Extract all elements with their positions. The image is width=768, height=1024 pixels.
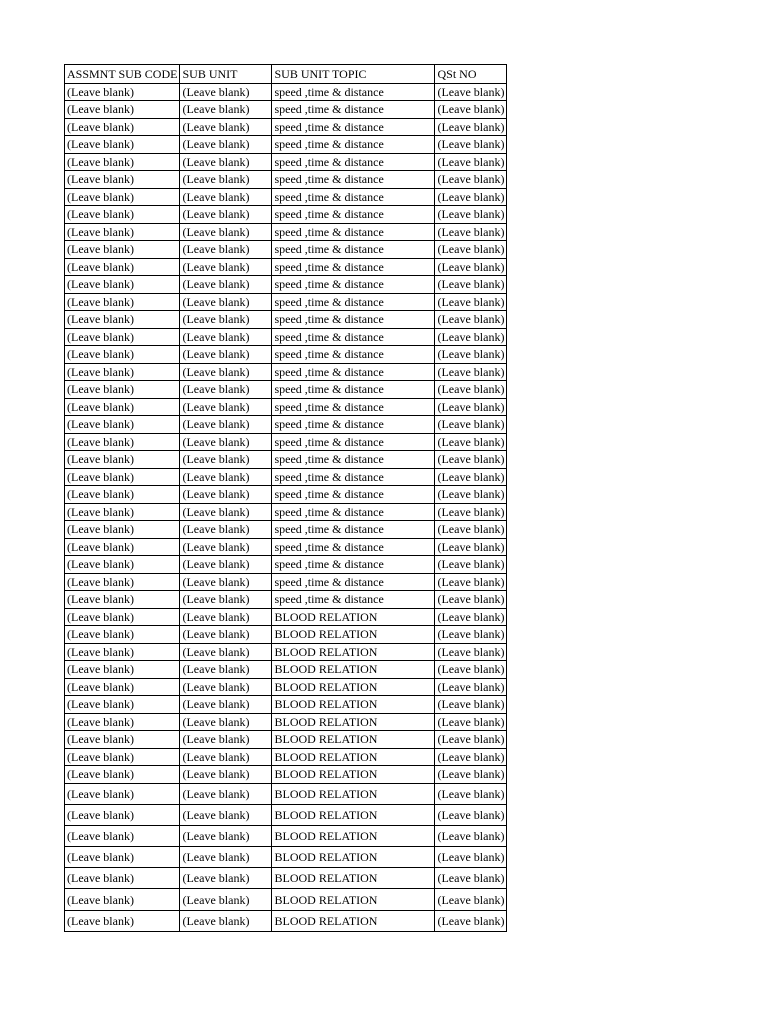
table-row [65, 83, 507, 101]
cell-assmnt-sub-code[interactable]: (Leave blank) [65, 847, 180, 868]
cell-sub-unit[interactable]: (Leave blank) [180, 910, 272, 931]
table-row [65, 804, 507, 825]
cell-sub-unit-topic[interactable]: BLOOD RELATION [272, 825, 435, 846]
table-row [65, 276, 507, 294]
cell-assmnt-sub-code[interactable]: (Leave blank) [65, 910, 180, 931]
cell-qst-no[interactable]: (Leave blank) [435, 328, 507, 346]
cell-sub-unit-topic[interactable]: BLOOD RELATION [272, 910, 435, 931]
cell-sub-unit-topic[interactable]: speed ,time & distance [272, 328, 435, 346]
cell-sub-unit[interactable]: (Leave blank) [180, 783, 272, 804]
cell-sub-unit-topic[interactable]: speed ,time & distance [272, 153, 435, 171]
cell-sub-unit[interactable]: (Leave blank) [180, 311, 272, 329]
cell-qst-no[interactable]: (Leave blank) [435, 171, 507, 189]
table-row [65, 910, 507, 931]
cell-assmnt-sub-code[interactable]: (Leave blank) [65, 538, 180, 556]
table-row [65, 868, 507, 889]
cell-sub-unit[interactable]: (Leave blank) [180, 538, 272, 556]
cell-assmnt-sub-code[interactable]: (Leave blank) [65, 468, 180, 486]
cell-assmnt-sub-code[interactable]: (Leave blank) [65, 171, 180, 189]
cell-sub-unit-topic[interactable]: speed ,time & distance [272, 171, 435, 189]
cell-sub-unit[interactable]: (Leave blank) [180, 136, 272, 154]
table-row [65, 731, 507, 749]
cell-sub-unit[interactable]: (Leave blank) [180, 171, 272, 189]
table-row [65, 503, 507, 521]
cell-assmnt-sub-code[interactable]: (Leave blank) [65, 188, 180, 206]
header-cell-qst-no[interactable]: QSt NO [435, 65, 507, 84]
cell-qst-no[interactable]: (Leave blank) [435, 573, 507, 591]
cell-sub-unit[interactable]: (Leave blank) [180, 223, 272, 241]
cell-qst-no[interactable]: (Leave blank) [435, 451, 507, 469]
cell-assmnt-sub-code[interactable]: (Leave blank) [65, 258, 180, 276]
table-row [65, 643, 507, 661]
cell-sub-unit-topic[interactable]: speed ,time & distance [272, 136, 435, 154]
header-cell-sub-unit-topic[interactable]: SUB UNIT TOPIC [272, 65, 435, 84]
cell-sub-unit[interactable]: (Leave blank) [180, 626, 272, 644]
cell-qst-no[interactable]: (Leave blank) [435, 556, 507, 574]
cell-assmnt-sub-code[interactable]: (Leave blank) [65, 451, 180, 469]
cell-qst-no[interactable]: (Leave blank) [435, 766, 507, 784]
cell-sub-unit-topic[interactable]: speed ,time & distance [272, 83, 435, 101]
table-row [65, 825, 507, 846]
cell-sub-unit-topic[interactable]: speed ,time & distance [272, 188, 435, 206]
cell-sub-unit[interactable]: (Leave blank) [180, 188, 272, 206]
cell-sub-unit-topic[interactable]: BLOOD RELATION [272, 783, 435, 804]
cell-sub-unit[interactable]: (Leave blank) [180, 363, 272, 381]
cell-assmnt-sub-code[interactable]: (Leave blank) [65, 556, 180, 574]
table-row [65, 136, 507, 154]
table-row [65, 416, 507, 434]
table-row [65, 783, 507, 804]
cell-qst-no[interactable]: (Leave blank) [435, 118, 507, 136]
cell-qst-no[interactable]: (Leave blank) [435, 468, 507, 486]
cell-assmnt-sub-code[interactable]: (Leave blank) [65, 293, 180, 311]
cell-sub-unit[interactable]: (Leave blank) [180, 398, 272, 416]
cell-sub-unit-topic[interactable]: speed ,time & distance [272, 101, 435, 119]
cell-sub-unit[interactable]: (Leave blank) [180, 825, 272, 846]
cell-sub-unit-topic[interactable]: speed ,time & distance [272, 311, 435, 329]
cell-qst-no[interactable]: (Leave blank) [435, 293, 507, 311]
table-row [65, 538, 507, 556]
cell-sub-unit-topic[interactable]: speed ,time & distance [272, 486, 435, 504]
cell-sub-unit[interactable]: (Leave blank) [180, 258, 272, 276]
cell-assmnt-sub-code[interactable]: (Leave blank) [65, 591, 180, 609]
cell-sub-unit-topic[interactable]: speed ,time & distance [272, 591, 435, 609]
cell-assmnt-sub-code[interactable]: (Leave blank) [65, 241, 180, 259]
table-row [65, 206, 507, 224]
cell-sub-unit[interactable]: (Leave blank) [180, 206, 272, 224]
cell-assmnt-sub-code[interactable]: (Leave blank) [65, 276, 180, 294]
cell-sub-unit-topic[interactable]: BLOOD RELATION [272, 643, 435, 661]
cell-sub-unit[interactable]: (Leave blank) [180, 804, 272, 825]
cell-sub-unit-topic[interactable]: speed ,time & distance [272, 538, 435, 556]
cell-assmnt-sub-code[interactable]: (Leave blank) [65, 678, 180, 696]
cell-assmnt-sub-code[interactable]: (Leave blank) [65, 118, 180, 136]
cell-sub-unit[interactable]: (Leave blank) [180, 678, 272, 696]
cell-qst-no[interactable]: (Leave blank) [435, 503, 507, 521]
cell-qst-no[interactable]: (Leave blank) [435, 486, 507, 504]
cell-qst-no[interactable]: (Leave blank) [435, 381, 507, 399]
cell-qst-no[interactable]: (Leave blank) [435, 223, 507, 241]
table-row [65, 847, 507, 868]
cell-assmnt-sub-code[interactable]: (Leave blank) [65, 713, 180, 731]
cell-assmnt-sub-code[interactable]: (Leave blank) [65, 398, 180, 416]
cell-assmnt-sub-code[interactable]: (Leave blank) [65, 731, 180, 749]
table-row [65, 293, 507, 311]
cell-qst-no[interactable]: (Leave blank) [435, 101, 507, 119]
cell-sub-unit-topic[interactable]: speed ,time & distance [272, 293, 435, 311]
cell-sub-unit[interactable]: (Leave blank) [180, 608, 272, 626]
cell-sub-unit[interactable]: (Leave blank) [180, 83, 272, 101]
cell-assmnt-sub-code[interactable]: (Leave blank) [65, 153, 180, 171]
table-body [65, 83, 507, 931]
cell-sub-unit[interactable]: (Leave blank) [180, 696, 272, 714]
cell-sub-unit[interactable]: (Leave blank) [180, 731, 272, 749]
cell-qst-no[interactable]: (Leave blank) [435, 825, 507, 846]
table-row [65, 696, 507, 714]
cell-sub-unit-topic[interactable]: BLOOD RELATION [272, 889, 435, 910]
cell-sub-unit[interactable]: (Leave blank) [180, 503, 272, 521]
cell-sub-unit-topic[interactable]: speed ,time & distance [272, 556, 435, 574]
table-row [65, 713, 507, 731]
cell-sub-unit[interactable]: (Leave blank) [180, 591, 272, 609]
table-row [65, 451, 507, 469]
cell-sub-unit[interactable]: (Leave blank) [180, 381, 272, 399]
cell-assmnt-sub-code[interactable]: (Leave blank) [65, 223, 180, 241]
cell-qst-no[interactable]: (Leave blank) [435, 696, 507, 714]
cell-assmnt-sub-code[interactable]: (Leave blank) [65, 521, 180, 539]
cell-assmnt-sub-code[interactable]: (Leave blank) [65, 101, 180, 119]
cell-assmnt-sub-code[interactable]: (Leave blank) [65, 433, 180, 451]
cell-sub-unit[interactable]: (Leave blank) [180, 713, 272, 731]
cell-qst-no[interactable]: (Leave blank) [435, 678, 507, 696]
cell-sub-unit-topic[interactable]: speed ,time & distance [272, 223, 435, 241]
cell-qst-no[interactable]: (Leave blank) [435, 276, 507, 294]
table-row [65, 661, 507, 679]
cell-qst-no[interactable]: (Leave blank) [435, 538, 507, 556]
table-row [65, 101, 507, 119]
cell-sub-unit-topic[interactable]: BLOOD RELATION [272, 748, 435, 766]
cell-sub-unit-topic[interactable]: speed ,time & distance [272, 241, 435, 259]
cell-qst-no[interactable]: (Leave blank) [435, 83, 507, 101]
cell-sub-unit[interactable]: (Leave blank) [180, 486, 272, 504]
cell-qst-no[interactable]: (Leave blank) [435, 731, 507, 749]
cell-qst-no[interactable]: (Leave blank) [435, 416, 507, 434]
cell-assmnt-sub-code[interactable]: (Leave blank) [65, 626, 180, 644]
cell-sub-unit[interactable]: (Leave blank) [180, 416, 272, 434]
cell-sub-unit-topic[interactable]: BLOOD RELATION [272, 626, 435, 644]
cell-qst-no[interactable]: (Leave blank) [435, 713, 507, 731]
table-row [65, 591, 507, 609]
cell-qst-no[interactable]: (Leave blank) [435, 206, 507, 224]
table-row [65, 153, 507, 171]
table-row [65, 678, 507, 696]
cell-sub-unit-topic[interactable]: BLOOD RELATION [272, 766, 435, 784]
cell-assmnt-sub-code[interactable]: (Leave blank) [65, 804, 180, 825]
cell-qst-no[interactable]: (Leave blank) [435, 804, 507, 825]
table-row [65, 556, 507, 574]
cell-sub-unit-topic[interactable]: speed ,time & distance [272, 503, 435, 521]
spreadsheet-table [64, 64, 507, 932]
cell-sub-unit[interactable]: (Leave blank) [180, 521, 272, 539]
cell-sub-unit-topic[interactable]: BLOOD RELATION [272, 847, 435, 868]
cell-qst-no[interactable]: (Leave blank) [435, 910, 507, 931]
table-row [65, 363, 507, 381]
cell-sub-unit-topic[interactable]: BLOOD RELATION [272, 678, 435, 696]
cell-sub-unit-topic[interactable]: BLOOD RELATION [272, 608, 435, 626]
cell-assmnt-sub-code[interactable]: (Leave blank) [65, 381, 180, 399]
cell-assmnt-sub-code[interactable]: (Leave blank) [65, 311, 180, 329]
cell-sub-unit-topic[interactable]: speed ,time & distance [272, 573, 435, 591]
cell-qst-no[interactable]: (Leave blank) [435, 153, 507, 171]
table-row [65, 766, 507, 784]
cell-assmnt-sub-code[interactable]: (Leave blank) [65, 766, 180, 784]
cell-assmnt-sub-code[interactable]: (Leave blank) [65, 643, 180, 661]
cell-assmnt-sub-code[interactable]: (Leave blank) [65, 573, 180, 591]
table-row [65, 398, 507, 416]
cell-assmnt-sub-code[interactable]: (Leave blank) [65, 748, 180, 766]
table-row [65, 258, 507, 276]
cell-sub-unit-topic[interactable]: speed ,time & distance [272, 118, 435, 136]
cell-qst-no[interactable]: (Leave blank) [435, 241, 507, 259]
cell-assmnt-sub-code[interactable]: (Leave blank) [65, 136, 180, 154]
cell-assmnt-sub-code[interactable]: (Leave blank) [65, 363, 180, 381]
header-cell-sub-unit[interactable]: SUB UNIT [180, 65, 272, 84]
cell-qst-no[interactable]: (Leave blank) [435, 398, 507, 416]
table-row [65, 468, 507, 486]
cell-sub-unit-topic[interactable]: speed ,time & distance [272, 451, 435, 469]
cell-qst-no[interactable]: (Leave blank) [435, 783, 507, 804]
cell-qst-no[interactable]: (Leave blank) [435, 188, 507, 206]
cell-sub-unit-topic[interactable]: BLOOD RELATION [272, 713, 435, 731]
table-row [65, 328, 507, 346]
cell-sub-unit[interactable]: (Leave blank) [180, 276, 272, 294]
cell-sub-unit-topic[interactable]: speed ,time & distance [272, 433, 435, 451]
cell-assmnt-sub-code[interactable]: (Leave blank) [65, 868, 180, 889]
cell-qst-no[interactable]: (Leave blank) [435, 608, 507, 626]
cell-sub-unit-topic[interactable]: speed ,time & distance [272, 363, 435, 381]
cell-qst-no[interactable]: (Leave blank) [435, 258, 507, 276]
table-row [65, 188, 507, 206]
cell-sub-unit-topic[interactable]: speed ,time & distance [272, 346, 435, 364]
cell-assmnt-sub-code[interactable]: (Leave blank) [65, 825, 180, 846]
cell-sub-unit[interactable]: (Leave blank) [180, 766, 272, 784]
cell-sub-unit[interactable]: (Leave blank) [180, 847, 272, 868]
cell-qst-no[interactable]: (Leave blank) [435, 643, 507, 661]
cell-qst-no[interactable]: (Leave blank) [435, 626, 507, 644]
table-row [65, 381, 507, 399]
cell-sub-unit[interactable]: (Leave blank) [180, 433, 272, 451]
table-row [65, 521, 507, 539]
cell-sub-unit-topic[interactable]: BLOOD RELATION [272, 731, 435, 749]
cell-assmnt-sub-code[interactable]: (Leave blank) [65, 503, 180, 521]
cell-sub-unit[interactable]: (Leave blank) [180, 889, 272, 910]
table-row [65, 433, 507, 451]
cell-qst-no[interactable]: (Leave blank) [435, 591, 507, 609]
table-row [65, 608, 507, 626]
cell-sub-unit[interactable]: (Leave blank) [180, 573, 272, 591]
cell-sub-unit[interactable]: (Leave blank) [180, 293, 272, 311]
table-row [65, 311, 507, 329]
cell-assmnt-sub-code[interactable]: (Leave blank) [65, 889, 180, 910]
cell-sub-unit[interactable]: (Leave blank) [180, 468, 272, 486]
cell-qst-no[interactable]: (Leave blank) [435, 346, 507, 364]
cell-qst-no[interactable]: (Leave blank) [435, 748, 507, 766]
cell-sub-unit-topic[interactable]: BLOOD RELATION [272, 804, 435, 825]
cell-assmnt-sub-code[interactable]: (Leave blank) [65, 783, 180, 804]
cell-sub-unit[interactable]: (Leave blank) [180, 346, 272, 364]
table-row [65, 748, 507, 766]
cell-qst-no[interactable]: (Leave blank) [435, 889, 507, 910]
cell-qst-no[interactable]: (Leave blank) [435, 521, 507, 539]
cell-assmnt-sub-code[interactable]: (Leave blank) [65, 83, 180, 101]
cell-sub-unit[interactable]: (Leave blank) [180, 118, 272, 136]
header-row [65, 65, 507, 84]
cell-assmnt-sub-code[interactable]: (Leave blank) [65, 696, 180, 714]
cell-qst-no[interactable]: (Leave blank) [435, 363, 507, 381]
cell-sub-unit[interactable]: (Leave blank) [180, 748, 272, 766]
table-row [65, 573, 507, 591]
cell-sub-unit[interactable]: (Leave blank) [180, 101, 272, 119]
table-row [65, 241, 507, 259]
table-row [65, 889, 507, 910]
cell-sub-unit-topic[interactable]: BLOOD RELATION [272, 661, 435, 679]
cell-qst-no[interactable]: (Leave blank) [435, 433, 507, 451]
cell-sub-unit-topic[interactable]: BLOOD RELATION [272, 868, 435, 889]
cell-assmnt-sub-code[interactable]: (Leave blank) [65, 346, 180, 364]
table-row [65, 626, 507, 644]
cell-sub-unit[interactable]: (Leave blank) [180, 868, 272, 889]
cell-sub-unit-topic[interactable]: speed ,time & distance [272, 416, 435, 434]
cell-sub-unit-topic[interactable]: speed ,time & distance [272, 276, 435, 294]
table-row [65, 171, 507, 189]
cell-sub-unit-topic[interactable]: BLOOD RELATION [272, 696, 435, 714]
cell-assmnt-sub-code[interactable]: (Leave blank) [65, 416, 180, 434]
cell-qst-no[interactable]: (Leave blank) [435, 847, 507, 868]
cell-sub-unit-topic[interactable]: speed ,time & distance [272, 398, 435, 416]
cell-qst-no[interactable]: (Leave blank) [435, 661, 507, 679]
table-row [65, 223, 507, 241]
cell-sub-unit[interactable]: (Leave blank) [180, 643, 272, 661]
cell-assmnt-sub-code[interactable]: (Leave blank) [65, 206, 180, 224]
cell-qst-no[interactable]: (Leave blank) [435, 311, 507, 329]
cell-assmnt-sub-code[interactable]: (Leave blank) [65, 661, 180, 679]
cell-sub-unit[interactable]: (Leave blank) [180, 328, 272, 346]
cell-qst-no[interactable]: (Leave blank) [435, 136, 507, 154]
cell-sub-unit[interactable]: (Leave blank) [180, 451, 272, 469]
cell-sub-unit-topic[interactable]: speed ,time & distance [272, 258, 435, 276]
header-cell-assmnt-sub-code[interactable]: ASSMNT SUB CODE [65, 65, 180, 84]
table-row [65, 118, 507, 136]
cell-sub-unit[interactable]: (Leave blank) [180, 556, 272, 574]
cell-sub-unit[interactable]: (Leave blank) [180, 241, 272, 259]
table-row [65, 346, 507, 364]
cell-sub-unit-topic[interactable]: speed ,time & distance [272, 468, 435, 486]
cell-sub-unit-topic[interactable]: speed ,time & distance [272, 206, 435, 224]
cell-assmnt-sub-code[interactable]: (Leave blank) [65, 328, 180, 346]
table-row [65, 486, 507, 504]
cell-sub-unit[interactable]: (Leave blank) [180, 153, 272, 171]
cell-assmnt-sub-code[interactable]: (Leave blank) [65, 608, 180, 626]
cell-assmnt-sub-code[interactable]: (Leave blank) [65, 486, 180, 504]
cell-qst-no[interactable]: (Leave blank) [435, 868, 507, 889]
cell-sub-unit-topic[interactable]: speed ,time & distance [272, 381, 435, 399]
cell-sub-unit-topic[interactable]: speed ,time & distance [272, 521, 435, 539]
cell-sub-unit[interactable]: (Leave blank) [180, 661, 272, 679]
